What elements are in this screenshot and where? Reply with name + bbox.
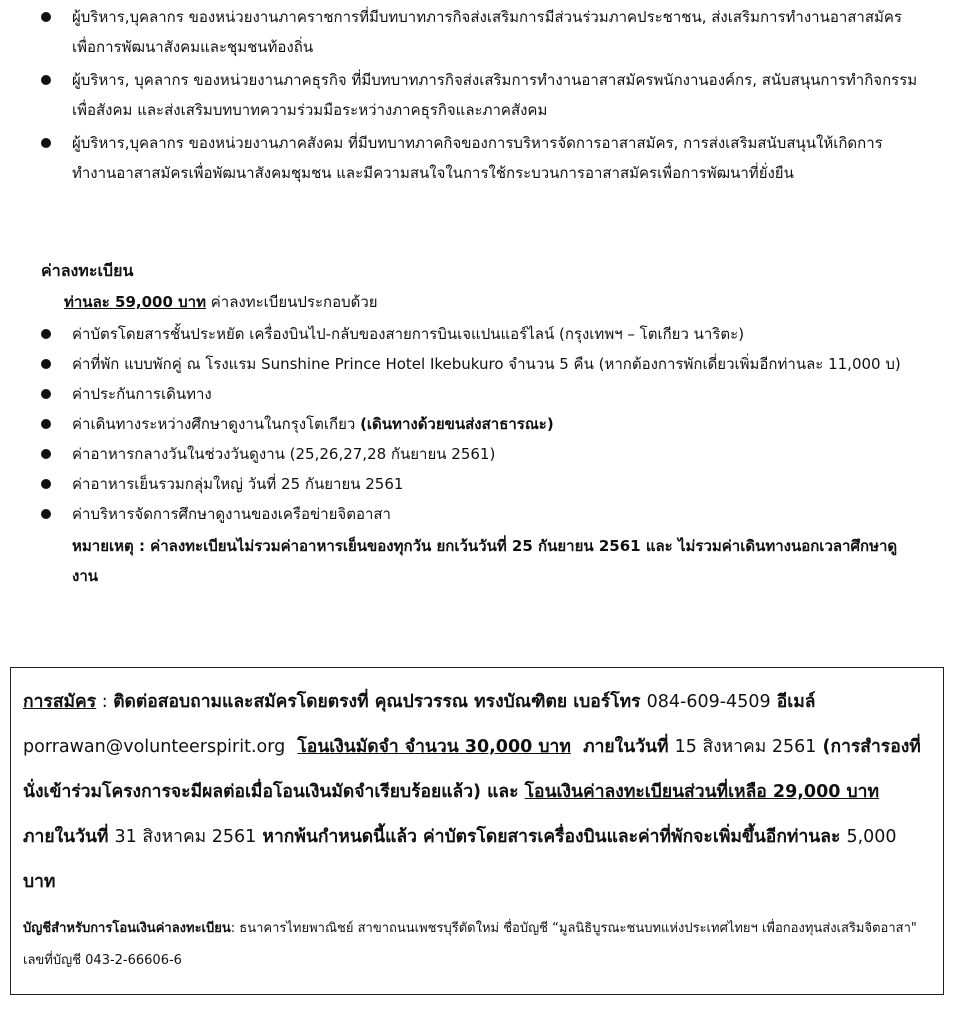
list-item: ผู้บริหาร,บุคลากร ของหน่วยงานภาคสังคม ที่มีบทบาทภาคกิจของการบริหารจัดการอาสาสมัคร, การส่งเสริมสนับสนุนให้เกิดการทำงานอาสาสมัครเพื่อพัฒนาสังคมชุมชน และมีความสนใจในการใช้กระบวนการอาสาสมัครเพื่อการพัฒนาที่ยั่งยืน	[0, 128, 960, 188]
contact-phone: 084-609-4509	[646, 692, 771, 712]
fee-items-list	[0, 319, 960, 591]
bank-account-details: : ธนาคารไทยพาณิชย์ สาขาถนนเพชรบุรีตัดใหม่ ชื่อบัญชี “มูลนิธิบูรณะชนบทแห่งประเทศไทยฯ เพื่อกองทุนส่งเสริมจิตอาสา" เลขที่บัญชี 043-2-66606-6	[23, 921, 917, 968]
fee-heading: ค่าลงทะเบียน	[41, 261, 134, 280]
balance-date: 31 สิงหาคม 2561	[114, 827, 257, 847]
bullet-icon	[41, 75, 51, 85]
list-item: ผู้บริหาร, บุคลากร ของหน่วยงานภาคธุรกิจ ที่มีบทบาทภารกิจส่งเสริมการทำงานอาสาสมัครพนักงานองค์กร, สนับสนุนการทำกิจกรรมเพื่อสังคม และส่งเสริมบทบาทความร่วมมือระหว่างภาคธุรกิจและภาคสังคม	[0, 65, 960, 125]
list-item: ค่าบัตรโดยสารชั้นประหยัด เครื่องบินไป-กลับของสายการบินเจแปนแอร์ไลน์ (กรุงเทพฯ – โตเกียว นาริตะ)	[0, 319, 960, 349]
deposit-amount: โอนเงินมัดจำ จำนวน 30,000 บาท	[297, 737, 571, 757]
fee-note: หมายเหตุ : ค่าลงทะเบียนไม่รวมค่าอาหารเย็นของทุกวัน ยกเว้นวันที่ 25 กันยายน 2561 และ ไม่รวมค่าเดินทางนอกเวลาศึกษาดูงาน	[72, 537, 898, 585]
late-note: หากพ้นกำหนดนี้แล้ว ค่าบัตรโดยสารเครื่องบินและค่าที่พักจะเพิ่มขึ้นอีกท่านละ	[256, 827, 847, 847]
reserve-note: (การสำรองที่นั่งเข้าร่วมโครงการจะมีผลต่อเมื่อโอนเงินมัดจำเรียบร้อยแล้ว) และ	[23, 737, 921, 802]
bullet-icon	[41, 419, 51, 429]
registration-paragraph: การสมัคร : ติดต่อสอบถามและสมัครโดยตรงที่ คุณปรวรรณ ทรงบัณฑิตย เบอร์โทร 084-609-4509 อีเมล์ porrawan@volunteerspirit.org โอนเงินมัดจำ จำนวน 30,000 บาท ภายในวันที่ 15 สิงหาคม 2561 (การสำรองที่นั่งเข้าร่วมโครงการจะมีผลต่อเมื่อโอนเงินมัดจำเรียบร้อยแล้ว) และ โอนเงินค่าลงทะเบียนส่วนที่เหลือ 29,000 บาท ภายในวันที่ 31 สิงหาคม 2561 หากพ้นกำหนดนี้แล้ว ค่าบัตรโดยสารเครื่องบินและค่าที่พักจะเพิ่มขึ้นอีกท่านละ 5,000 บาท	[23, 692, 921, 892]
audience-list	[0, 2, 960, 191]
list-item: ค่าอาหารเย็นรวมกลุ่มใหญ่ วันที่ 25 กันยายน 2561	[0, 469, 960, 499]
registration-contact: ติดต่อสอบถามและสมัครโดยตรงที่ คุณปรวรรณ ทรงบัณฑิตย เบอร์โทร	[113, 692, 647, 712]
bullet-icon	[41, 449, 51, 459]
balance-amount: โอนเงินค่าลงทะเบียนส่วนที่เหลือ 29,000 บาท	[524, 782, 880, 802]
bullet-icon	[41, 479, 51, 489]
bullet-icon	[41, 509, 51, 519]
fee-price-desc: ค่าลงทะเบียนประกอบด้วย	[205, 293, 378, 311]
late-amount: 5,000	[846, 827, 897, 847]
contact-email[interactable]: porrawan@volunteerspirit.org	[23, 737, 286, 757]
list-item: ค่าเดินทางระหว่างศึกษาดูงานในกรุงโตเกียว (เดินทางด้วยขนส่งสาธารณะ)	[0, 409, 960, 439]
bank-account-label: บัญชีสำหรับการโอนเงินค่าลงทะเบียน	[23, 921, 231, 936]
bank-account-info	[23, 913, 929, 977]
bullet-icon	[41, 12, 51, 22]
list-item: ผู้บริหาร,บุคลากร ของหน่วยงานภาคราชการที่มีบทบาทภารกิจส่งเสริมการมีส่วนร่วมภาคประชาชน, ส่งเสริมการทำงานอาสาสมัคร เพื่อการพัฒนาสังคมและชุมชนท้องถิ่น	[0, 2, 960, 62]
list-item: ค่าบริหารจัดการศึกษาดูงานของเครือข่ายจิตอาสา หมายเหตุ : ค่าลงทะเบียนไม่รวมค่าอาหารเย็นของทุกวัน ยกเว้นวันที่ 25 กันยายน 2561 และ ไม่รวมค่าเดินทางนอกเวลาศึกษาดูงาน	[0, 499, 960, 591]
registration-box	[10, 667, 944, 995]
list-item: ค่าที่พัก แบบพักคู่ ณ โรงแรม Sunshine Prince Hotel Ikebukuro จำนวน 5 คืน (หากต้องการพักเดี่ยวเพิ่มอีกท่านละ 11,000 บ)	[0, 349, 960, 379]
bullet-icon	[41, 389, 51, 399]
registration-label: การสมัคร	[23, 692, 97, 712]
bullet-icon	[41, 138, 51, 148]
fee-price-line	[64, 287, 378, 317]
list-item: ค่าประกันการเดินทาง	[0, 379, 960, 409]
list-item: ค่าอาหารกลางวันในช่วงวันดูงาน (25,26,27,28 กันยายน 2561)	[0, 439, 960, 469]
bullet-icon	[41, 329, 51, 339]
deposit-date: 15 สิงหาคม 2561	[674, 737, 817, 757]
bullet-icon	[41, 359, 51, 369]
fee-price: ท่านละ 59,000 บาท	[64, 293, 206, 311]
